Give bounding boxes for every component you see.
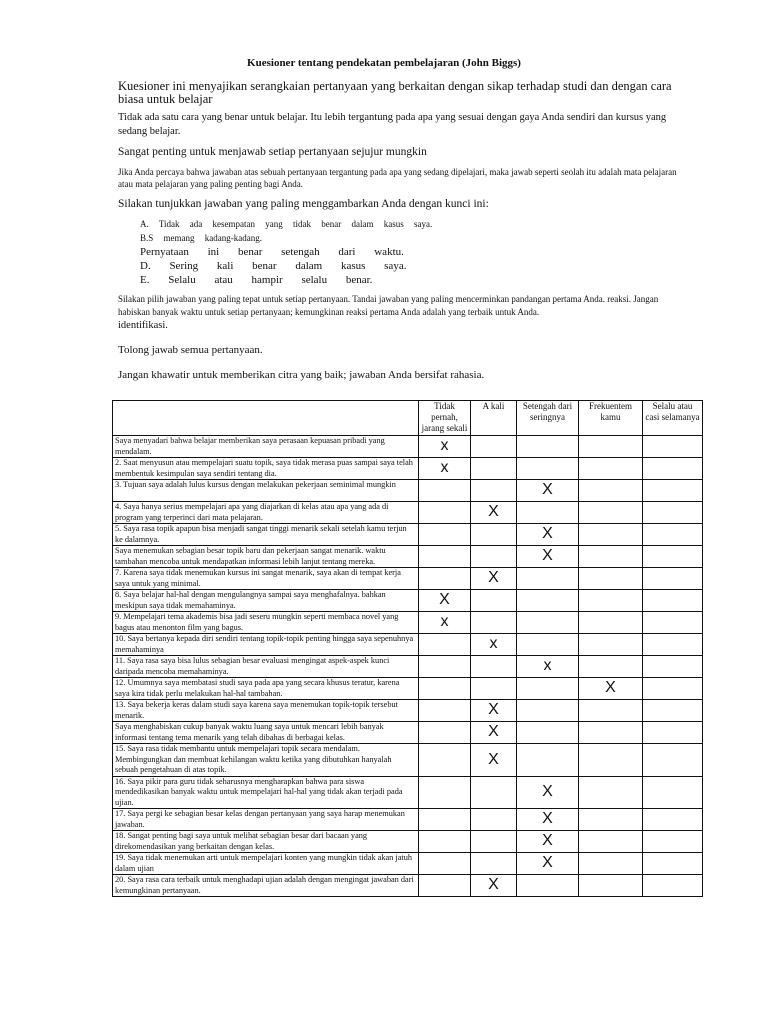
answer-cell[interactable] <box>579 678 643 700</box>
key-d: D. Sering kali benar dalam kasus saya. <box>140 260 407 272</box>
answer-cell[interactable] <box>579 722 643 744</box>
answer-cell[interactable] <box>471 678 517 700</box>
table-row <box>113 458 703 480</box>
answer-cell[interactable] <box>517 809 579 831</box>
answer-cell[interactable] <box>517 831 579 853</box>
answer-cell[interactable] <box>517 590 579 612</box>
answer-cell[interactable] <box>579 458 643 480</box>
answer-cell[interactable] <box>517 524 579 546</box>
question-text: Saya menemukan sebagian besar topik baru dan pekerjaan sangat menarik. waktu tambahan mencoba untuk mendapatkan informasi lebih lanjut tentang mereka. <box>113 546 419 568</box>
answer-mark: X <box>542 810 553 828</box>
intro-paragraph-6-end: identifikasi. <box>118 320 168 331</box>
answer-cell[interactable] <box>471 853 517 875</box>
answer-cell[interactable] <box>579 831 643 853</box>
column-header-0 <box>113 401 419 436</box>
answer-cell[interactable] <box>419 678 471 700</box>
table-row <box>113 656 703 678</box>
question-text: 10. Saya bertanya kepada diri sendiri tentang topik-topik penting hingga saya sepenuhnya memahaminya <box>113 634 419 656</box>
question-text: Saya menyadari bahwa belajar memberikan saya perasaan kepuasan pribadi yang mendalam. <box>113 436 419 458</box>
answer-cell[interactable] <box>517 634 579 656</box>
answer-cell[interactable] <box>579 634 643 656</box>
answer-cell[interactable] <box>579 875 643 897</box>
column-header-4: Frekuentem kamu <box>579 401 643 436</box>
key-e: E. Selalu atau hampir selalu benar. <box>140 274 373 286</box>
answer-cell[interactable] <box>471 590 517 612</box>
answer-mark: x <box>440 613 449 631</box>
intro-paragraph-7: Tolong jawab semua pertanyaan. <box>118 344 263 356</box>
question-text: Saya menghabiskan cukup banyak waktu luang saya untuk mencari lebih banyak informasi tentang tema menarik yang telah dibahas di berbagai kelas. <box>113 722 419 744</box>
question-text: 5. Saya rasa topik apapun bisa menjadi sangat tinggi menarik sekali setelah kamu terjun ke dalamnya. <box>113 524 419 546</box>
answer-cell[interactable] <box>579 612 643 634</box>
table-header-row <box>113 401 703 436</box>
answer-mark: X <box>488 723 499 741</box>
answer-cell[interactable] <box>471 776 517 809</box>
table-row <box>113 502 703 524</box>
answer-mark: X <box>542 481 553 499</box>
answer-cell[interactable] <box>517 612 579 634</box>
answer-cell[interactable] <box>471 612 517 634</box>
answer-cell[interactable] <box>471 722 517 744</box>
answer-mark: X <box>542 547 553 565</box>
question-text: 4. Saya hanya serius mempelajari apa yang diajarkan di kelas atau apa yang ada di program yang terperinci dari mata pelajaran. <box>113 502 419 524</box>
intro-paragraph-8: Jangan khawatir untuk memberikan citra yang baik; jawaban Anda bersifat rahasia. <box>118 369 485 381</box>
answer-cell[interactable] <box>419 776 471 809</box>
answer-cell[interactable] <box>517 678 579 700</box>
question-text: 17. Saya pergi ke sebagian besar kelas dengan pertanyaan yang saya harap menemukan jawaban. <box>113 809 419 831</box>
answer-cell[interactable] <box>517 480 579 502</box>
answer-mark: X <box>605 679 616 697</box>
answer-cell[interactable] <box>643 744 703 777</box>
answer-cell[interactable] <box>579 524 643 546</box>
answer-cell[interactable] <box>471 502 517 524</box>
question-text: 20. Saya rasa cara terbaik untuk menghadapi ujian adalah dengan mengingat jawaban dari kemungkinan pertanyaan. <box>113 875 419 897</box>
answer-cell[interactable] <box>419 612 471 634</box>
key-b: B.S memang kadang-kadang. <box>140 233 262 243</box>
answer-cell[interactable] <box>419 875 471 897</box>
answer-cell[interactable] <box>643 502 703 524</box>
answer-cell[interactable] <box>419 480 471 502</box>
answer-cell[interactable] <box>471 656 517 678</box>
table-row <box>113 480 703 502</box>
answer-cell[interactable] <box>579 700 643 722</box>
answer-cell[interactable] <box>471 875 517 897</box>
table-body <box>113 436 703 897</box>
answer-cell[interactable] <box>471 809 517 831</box>
intro-paragraph-3: Sangat penting untuk menjawab setiap pertanyaan sejujur mungkin <box>118 146 427 158</box>
answer-cell[interactable] <box>643 436 703 458</box>
answer-mark: X <box>542 832 553 850</box>
answer-cell[interactable] <box>517 436 579 458</box>
answer-cell[interactable] <box>643 875 703 897</box>
answer-mark: x <box>543 657 552 675</box>
answer-mark: X <box>488 701 499 719</box>
table-row <box>113 776 703 809</box>
question-text: 12. Umumnya saya membatasi studi saya pada apa yang secara khusus teratur, karena saya kira tidak perlu melakukan hal-hal tambahan. <box>113 678 419 700</box>
question-text: 16. Saya pikir para guru tidak seharusnya mengharapkan bahwa para siswa mendedikasikan banyak waktu untuk mempelajari hal-hal yang tidak akan terjadi pada ujian. <box>113 776 419 809</box>
key-instruction: Silakan tunjukkan jawaban yang paling menggambarkan Anda dengan kunci ini: <box>118 198 489 210</box>
answer-cell[interactable] <box>517 458 579 480</box>
answer-cell[interactable] <box>419 809 471 831</box>
answer-cell[interactable] <box>643 524 703 546</box>
table-row <box>113 436 703 458</box>
answer-cell[interactable] <box>419 700 471 722</box>
answer-mark: X <box>488 876 499 894</box>
answer-cell[interactable] <box>517 853 579 875</box>
answer-cell[interactable] <box>419 502 471 524</box>
question-text: 8. Saya belajar hal-hal dengan mengulangnya sampai saya menghafalnya. bahkan meskipun saya tidak memahaminya. <box>113 590 419 612</box>
answer-cell[interactable] <box>579 590 643 612</box>
answer-cell[interactable] <box>643 656 703 678</box>
table-row <box>113 524 703 546</box>
answer-cell[interactable] <box>419 546 471 568</box>
answer-mark: X <box>542 783 553 800</box>
answer-cell[interactable] <box>471 524 517 546</box>
table-row <box>113 809 703 831</box>
answer-cell[interactable] <box>579 776 643 809</box>
table-row <box>113 700 703 722</box>
intro-paragraph-6-text: Silakan pilih jawaban yang paling tepat untuk setiap pertanyaan. Tandai jawaban yang paling mencerminkan pandangan pertama Anda. reaksi. Jangan habiskan banyak waktu untuk setiap pertanyaan; kemungkinan reaksi pertama Anda adalah yang terbaik untuk Anda. <box>118 294 659 317</box>
answer-mark: x <box>489 635 498 653</box>
answer-cell[interactable] <box>643 546 703 568</box>
answer-mark: X <box>542 854 553 872</box>
answer-cell[interactable] <box>579 809 643 831</box>
answer-cell[interactable] <box>643 480 703 502</box>
answer-cell[interactable] <box>517 700 579 722</box>
answer-cell[interactable] <box>471 436 517 458</box>
answer-mark: X <box>488 750 499 768</box>
question-text: 15. Saya rasa tidak membantu untuk mempelajari topik secara mendalam. Membingungkan dan membuat kehilangan waktu ketika yang dibutuhkan hanyalah sebuah pengetahuan di atas topik. <box>113 744 419 777</box>
answer-cell[interactable] <box>517 502 579 524</box>
answer-cell[interactable] <box>643 568 703 590</box>
answer-cell[interactable] <box>643 612 703 634</box>
answer-cell[interactable] <box>471 634 517 656</box>
answer-cell[interactable] <box>579 656 643 678</box>
table-row <box>113 722 703 744</box>
answer-cell[interactable] <box>643 634 703 656</box>
answer-cell[interactable] <box>643 776 703 809</box>
document-title: Kuesioner tentang pendekatan pembelajaran (John Biggs) <box>247 57 521 69</box>
answer-cell[interactable] <box>419 568 471 590</box>
answer-cell[interactable] <box>517 656 579 678</box>
answer-mark: X <box>542 525 553 543</box>
table-row <box>113 678 703 700</box>
answer-cell[interactable] <box>517 568 579 590</box>
table-row <box>113 853 703 875</box>
intro-paragraph-2: Tidak ada satu cara yang benar untuk belajar. Itu lebih tergantung pada apa yang sesuai dengan gaya Anda sendiri dan kursus yang sedang belajar. <box>118 112 667 137</box>
answer-cell[interactable] <box>471 480 517 502</box>
column-header-3: Setengah dari seringnya <box>517 401 579 436</box>
answer-mark: x <box>440 437 449 455</box>
table-row <box>113 546 703 568</box>
answer-cell[interactable] <box>579 502 643 524</box>
intro-paragraph-4: Jika Anda percaya bahwa jawaban atas sebuah pertanyaan tergantung pada apa yang sedang dipelajari, maka jawab seperti seolah itu adalah mata pelajaran atau mata pelajaran yang paling penting bagi Anda. <box>118 167 677 189</box>
answer-cell[interactable] <box>579 546 643 568</box>
answer-cell[interactable] <box>419 436 471 458</box>
table-row <box>113 590 703 612</box>
answer-cell[interactable] <box>419 590 471 612</box>
table-row <box>113 568 703 590</box>
answer-mark: x <box>440 459 449 477</box>
answer-cell[interactable] <box>643 590 703 612</box>
answer-mark: X <box>488 569 499 587</box>
answer-cell[interactable] <box>419 722 471 744</box>
question-text: 3. Tujuan saya adalah lulus kursus dengan melakukan pekerjaan seminimal mungkin <box>113 480 419 502</box>
answer-key <box>118 217 688 287</box>
answer-cell[interactable] <box>517 744 579 777</box>
answer-cell[interactable] <box>643 722 703 744</box>
answer-cell[interactable] <box>579 853 643 875</box>
answer-cell[interactable] <box>419 524 471 546</box>
answer-mark: X <box>488 503 499 521</box>
question-text: 2. Saat menyusun atau mempelajari suatu topik, saya tidak merasa puas sampai saya telah membentuk kesimpulan saya sendiri tentang dia. <box>113 458 419 480</box>
answer-cell[interactable] <box>419 458 471 480</box>
intro-paragraph-1: Kuesioner ini menyajikan serangkaian pertanyaan yang berkaitan dengan sikap terhadap studi dan dengan cara biasa untuk belajar <box>118 79 672 106</box>
answer-cell[interactable] <box>471 744 517 777</box>
column-header-2: A kali <box>471 401 517 436</box>
table-row <box>113 634 703 656</box>
column-header-5: Selalu atau casi selamanya <box>643 401 703 436</box>
question-text: 7. Karena saya tidak menemukan kursus ini sangat menarik, saya akan di tempat kerja saya untuk yang minimal. <box>113 568 419 590</box>
answer-cell[interactable] <box>517 875 579 897</box>
question-text: 13. Saya bekerja keras dalam studi saya karena saya menemukan topik-topik tersebut menarik. <box>113 700 419 722</box>
answer-cell[interactable] <box>419 853 471 875</box>
answer-cell[interactable] <box>579 568 643 590</box>
answer-cell[interactable] <box>579 480 643 502</box>
answer-cell[interactable] <box>471 831 517 853</box>
answer-cell[interactable] <box>471 546 517 568</box>
answer-cell[interactable] <box>579 744 643 777</box>
answer-cell[interactable] <box>419 656 471 678</box>
answer-cell[interactable] <box>419 634 471 656</box>
question-text: 9. Mempelajari tema akademis bisa jadi seseru mungkin seperti membaca novel yang bagus atau menonton film yang bagus. <box>113 612 419 634</box>
table-row <box>113 744 703 777</box>
answer-cell[interactable] <box>471 700 517 722</box>
answer-mark: X <box>439 591 450 609</box>
answer-cell[interactable] <box>419 744 471 777</box>
answer-cell[interactable] <box>643 678 703 700</box>
answer-cell[interactable] <box>643 853 703 875</box>
key-c: Pernyataan ini benar setengah dari waktu. <box>140 246 404 258</box>
answer-cell[interactable] <box>643 458 703 480</box>
questionnaire-table <box>112 400 703 897</box>
key-a: A. Tidak ada kesempatan yang tidak benar dalam kasus saya. <box>140 219 433 229</box>
intro-paragraph-6 <box>118 293 688 332</box>
answer-cell[interactable] <box>517 722 579 744</box>
table-row <box>113 875 703 897</box>
table-row <box>113 612 703 634</box>
question-text: 11. Saya rasa saya bisa lulus sebagian besar evaluasi mengingat aspek-aspek kunci daripada mencoba memahaminya. <box>113 656 419 678</box>
answer-cell[interactable] <box>517 546 579 568</box>
question-text: 18. Sangat penting bagi saya untuk melihat sebagian besar dari bacaan yang direkomendasikan yang berkaitan dengan kelas. <box>113 831 419 853</box>
answer-cell[interactable] <box>643 809 703 831</box>
question-text: 19. Saya tidak menemukan arti untuk mempelajari konten yang mungkin tidak akan jatuh dalam ujian <box>113 853 419 875</box>
answer-cell[interactable] <box>471 458 517 480</box>
answer-cell[interactable] <box>419 831 471 853</box>
answer-cell[interactable] <box>471 568 517 590</box>
answer-cell[interactable] <box>579 436 643 458</box>
table-row <box>113 831 703 853</box>
column-header-1: Tidak pernah, jarang sekali <box>419 401 471 436</box>
answer-cell[interactable] <box>643 700 703 722</box>
answer-cell[interactable] <box>517 776 579 809</box>
answer-cell[interactable] <box>643 831 703 853</box>
